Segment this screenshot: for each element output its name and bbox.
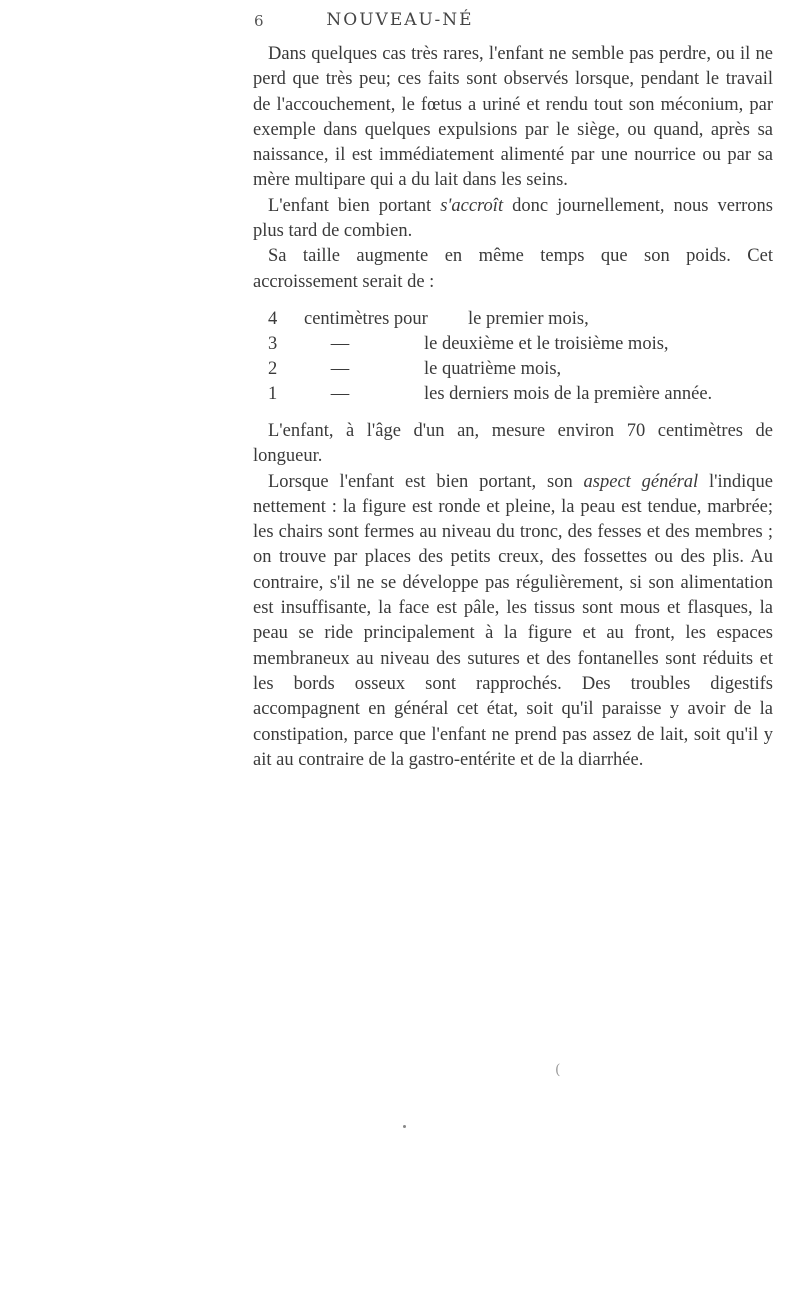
- paragraph-3: Sa taille augmente en même temps que son poids. Cet accroissement serait de :: [253, 246, 773, 292]
- paragraph-1: Dans quelques cas très rares, l'enfant ne semble pas perdre, ou il ne perd que très peu; ces faits sont observés lorsque, pendant le travail de l'accouchement, le fœtus a uriné et rendu tout son méconium, par exemple dans quelques expulsions par le siège, ou quand, après sa naissance, il est immédiatement alimenté par une nourrice ou par sa mère multipare qui a du lait dans les seins.: [253, 44, 773, 191]
- table-row: [268, 357, 773, 382]
- growth-period: le deuxième et le troisième mois,: [424, 333, 669, 354]
- paragraph-2-end: donc journellement, nous verrons plus tard de combien.: [253, 195, 773, 242]
- ditto-dash: —: [330, 333, 350, 354]
- paragraph-5: [253, 470, 773, 774]
- growth-period: les derniers mois de la première année.: [424, 383, 713, 404]
- table-row: [268, 382, 773, 407]
- running-head: NOUVEAU-NÉ: [326, 10, 474, 30]
- paragraph-2: [253, 194, 773, 245]
- growth-amount: 4: [268, 308, 278, 329]
- paragraph-2-emphasis: s'accroît: [440, 195, 504, 216]
- ditto-dash: —: [330, 358, 350, 379]
- ink-dot: [403, 1125, 406, 1128]
- growth-period: le premier mois,: [468, 308, 589, 329]
- page-header: [0, 10, 800, 36]
- growth-amount: 1: [268, 383, 278, 404]
- growth-table: [268, 307, 773, 407]
- table-row: [268, 332, 773, 357]
- paragraph-5-start: Lorsque l'enfant est bien portant, son: [268, 471, 584, 492]
- paragraph-5-emphasis: aspect général: [583, 471, 699, 492]
- paragraph-2-start: L'enfant bien portant: [268, 195, 441, 216]
- stray-mark: (: [555, 1062, 561, 1078]
- page-number: 6: [254, 12, 264, 30]
- table-row: [268, 307, 773, 332]
- growth-amount: 2: [268, 358, 278, 379]
- paragraph-5-end: l'indique nettement : la figure est ronde et pleine, la peau est tendue, marbrée; les chairs sont fermes au niveau du tronc, des fesses et des membres ; on trouve par places des petits creux, des fossettes ou des plis. Au contraire, s'il ne se développe pas régulièrement, si son alimentation est insuffisante, la face est pâle, les tissus sont mous et flasques, la peau se ride principalement à la figure et au front, les espaces membraneux au niveau des sutures et des fontanelles sont réduits et les bords osseux sont rapprochés. Des troubles digestifs accompagnent en général cet état, soit qu'il paraisse y avoir de la constipation, parce que l'enfant ne prend pas assez de lait, soit qu'il y ait au contraire de la gastro-entérite et de la diarrhée.: [253, 471, 773, 770]
- body-text: [253, 42, 773, 773]
- growth-amount: 3: [268, 333, 278, 354]
- growth-period: le quatrième mois,: [424, 358, 562, 379]
- growth-unit: centimètres pour: [304, 308, 428, 329]
- ditto-dash: —: [330, 383, 350, 404]
- paragraph-4: L'enfant, à l'âge d'un an, mesure environ 70 centimètres de longueur.: [253, 420, 773, 467]
